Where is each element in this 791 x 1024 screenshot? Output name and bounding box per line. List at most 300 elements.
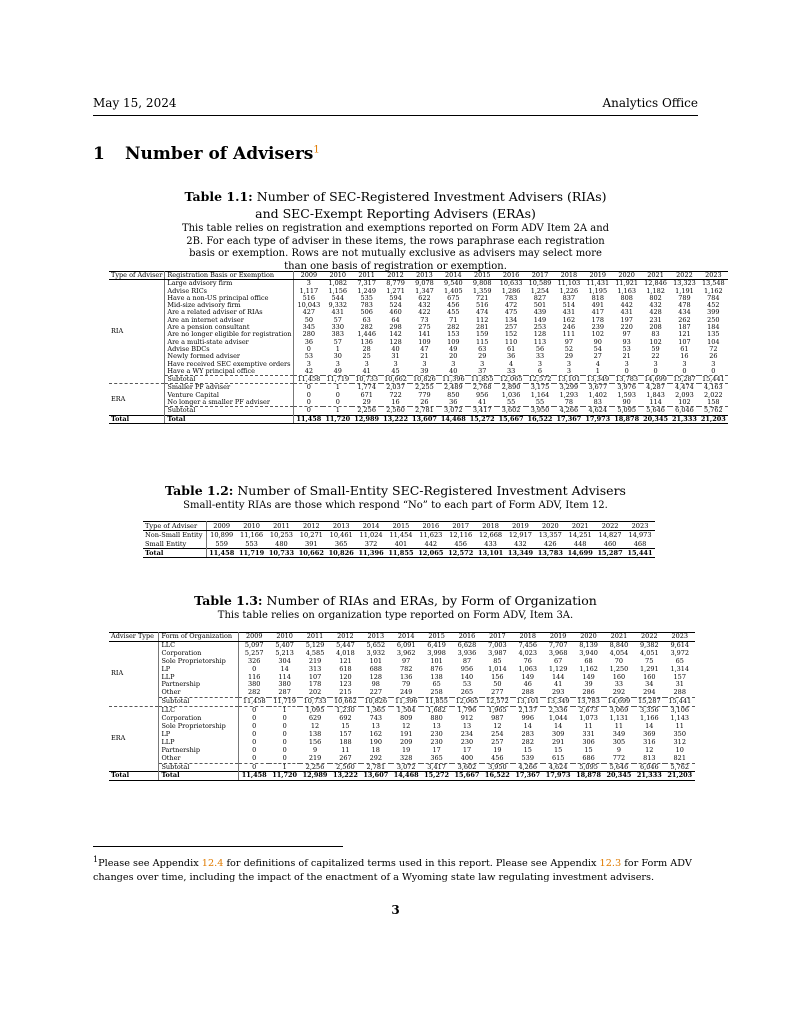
table-cell: 246 [562, 323, 576, 332]
table-cell: 1,593 [617, 390, 636, 399]
table-cell: 10,043 [297, 301, 321, 310]
t2-year-header: 2015 [386, 522, 416, 531]
table1-col-basis: Registration Basis or Exemption [165, 272, 294, 280]
table-cell: 63 [478, 344, 487, 353]
header-rule [93, 115, 698, 116]
table-cell: 14,699 [641, 376, 670, 384]
table-row [143, 540, 655, 549]
header-date: May 15, 2024 [93, 96, 177, 110]
table-cell: 85 [493, 656, 502, 665]
table-cell: 428 [649, 308, 662, 317]
table-cell: 162 [369, 729, 383, 738]
table-cell: 13,357 [538, 531, 562, 540]
table-cell: 208 [649, 323, 662, 332]
table-cell: 876 [430, 664, 443, 673]
table-cell: 1,131 [609, 714, 629, 723]
table-cell: 0 [282, 729, 287, 738]
table-cell: 258 [430, 688, 443, 697]
row-label: LLP [159, 739, 239, 747]
table-cell: 401 [394, 539, 408, 548]
table-cell: 345 [302, 323, 316, 332]
footnote-link-appendix-12-3[interactable]: 12.3 [599, 858, 622, 870]
table-cell: 3 [451, 359, 456, 368]
table-cell: 41 [362, 366, 371, 375]
table-cell: 0 [711, 366, 716, 375]
table-cell: 783 [504, 293, 518, 302]
table-cell: 4 [509, 359, 514, 368]
table-cell: 294 [643, 688, 656, 697]
table-cell: 53 [304, 352, 313, 361]
table-cell: 675 [447, 293, 460, 302]
t3-year-header: 2021 [604, 633, 634, 642]
table-cell: 3,602 [497, 407, 526, 415]
table-cell: 5,646 [604, 763, 634, 772]
table-cell: 1 [323, 384, 352, 392]
table-cell: 4,287 [641, 384, 670, 392]
table-cell: 553 [245, 539, 258, 548]
t3-year-header: 2010 [269, 633, 299, 642]
table-cell: 559 [215, 539, 228, 548]
table-cell: 426 [544, 539, 557, 548]
table-cell: 313 [308, 664, 322, 673]
table-cell: 10,826 [326, 548, 356, 557]
table-cell: 1,796 [452, 707, 482, 715]
table-cell: 779 [418, 390, 431, 399]
table-cell: 16,522 [482, 772, 512, 781]
table-cell: 160 [612, 672, 626, 681]
table-cell: 102 [649, 337, 662, 346]
table-cell: 15 [554, 745, 563, 754]
table-cell: 671 [360, 390, 373, 399]
table-cell: 0 [682, 366, 687, 375]
row-label: Mid-size advisory firm [165, 302, 294, 309]
t3-year-header: 2022 [634, 633, 664, 642]
table-cell: 9,614 [670, 640, 690, 649]
table-cell: 15,287 [595, 548, 625, 557]
table-cell: 1,359 [472, 286, 492, 295]
table-cell: 298 [389, 323, 402, 332]
table-cell: 97 [402, 656, 411, 665]
table-cell: 1,365 [361, 707, 391, 715]
table-cell: 159 [476, 330, 489, 339]
table-cell: 0 [294, 407, 323, 415]
footnote-text-3: for Form ADV changes over time, including the impact of the enactment of a Wyoming state law regulating investment advisers. [93, 858, 692, 884]
table-cell: 772 [612, 753, 626, 762]
table-cell: 107 [678, 337, 691, 346]
row-label: Large advisory firm [165, 280, 294, 288]
table-cell: 13,349 [543, 698, 573, 707]
table-cell: 18,878 [573, 772, 603, 781]
table-cell: 2,336 [543, 707, 573, 715]
table-cell: 78 [564, 398, 574, 407]
table-cell: 3 [537, 359, 543, 368]
table-cell: 850 [447, 390, 460, 399]
footnote-link-appendix-12-4[interactable]: 12.4 [201, 858, 224, 870]
table-cell: 880 [430, 714, 443, 723]
t2-year-header: 2020 [535, 522, 565, 531]
table-cell: 821 [673, 753, 686, 762]
table-cell: 282 [360, 323, 373, 332]
table-cell: 1 [323, 407, 352, 415]
table-cell: 13,101 [476, 548, 506, 557]
row-label: Sole Proprietorship [159, 723, 239, 731]
table-cell: 3,950 [482, 763, 512, 772]
t2-year-header: 2023 [625, 522, 655, 531]
table-cell: 11,855 [468, 376, 497, 384]
table-cell: 15 [584, 745, 593, 754]
table2-header-row [143, 522, 655, 531]
table-cell: 113 [533, 337, 547, 346]
table-cell: 11,720 [269, 772, 299, 781]
table-cell: 239 [591, 323, 604, 332]
table-cell: 13 [432, 721, 441, 730]
table-cell: 1,230 [330, 707, 360, 715]
row-label: Total [159, 772, 239, 781]
table-cell: 349 [612, 729, 626, 738]
table-cell: 220 [620, 323, 633, 332]
table-cell: 219 [308, 753, 322, 762]
table-cell: 535 [360, 293, 373, 302]
table-cell: 1,162 [704, 286, 723, 295]
table-cell: 11,166 [240, 531, 264, 540]
table-cell: 10,662 [296, 548, 326, 557]
table-cell: 227 [369, 688, 383, 697]
table-cell: 3 [624, 359, 629, 368]
table-cell: 0 [282, 753, 287, 762]
table-cell: 0 [282, 721, 287, 730]
table-cell: 10,589 [528, 279, 552, 288]
group-label: RIA [109, 641, 159, 706]
table-cell: 13,101 [513, 698, 543, 707]
table-cell: 1,191 [675, 286, 694, 295]
table-cell: 98 [371, 680, 380, 689]
table-cell: 3,932 [366, 648, 386, 657]
table-cell: 282 [447, 323, 460, 332]
table-cell: 234 [460, 729, 474, 738]
table-cell: 432 [649, 301, 662, 310]
table-cell: 262 [678, 315, 691, 324]
table-cell: 64 [391, 315, 400, 324]
table-cell: 13,101 [554, 376, 583, 384]
table-cell: 0 [252, 714, 257, 723]
table-cell: 2,673 [573, 707, 603, 715]
table-cell: 3 [422, 359, 427, 368]
table-cell: 11,458 [206, 548, 236, 557]
t1-year-header: 2009 [294, 272, 323, 280]
table-cell: 1,504 [391, 707, 421, 715]
table-cell: 4 [595, 359, 600, 368]
row-label: Total [143, 548, 206, 557]
table-cell: 110 [504, 337, 518, 346]
table-cell: 455 [447, 308, 460, 317]
footnote-mark: 1 [93, 854, 99, 864]
table-cell: 827 [533, 293, 547, 302]
table-cell: 230 [430, 729, 443, 738]
table-cell: 215 [339, 688, 352, 697]
table-cell: 12,065 [416, 548, 446, 557]
t3-year-header: 2023 [665, 633, 695, 642]
table-cell: 1,843 [646, 390, 665, 399]
table-cell: 3,936 [457, 648, 477, 657]
table-cell: 431 [562, 308, 576, 317]
table-cell: 3,356 [634, 707, 664, 715]
total-type: Total [109, 415, 165, 423]
t3-year-header: 2017 [482, 633, 512, 642]
table-cell: 184 [707, 323, 720, 332]
table-cell: 36 [304, 337, 313, 346]
table-cell: 33 [506, 366, 516, 375]
table-cell: 149 [533, 315, 547, 324]
table-cell: 3 [306, 359, 311, 368]
row-label: Subtotal [159, 698, 239, 707]
row-label: Have a non-US principal office [165, 295, 294, 302]
table-cell: 134 [504, 315, 518, 324]
table-cell: 326 [248, 656, 261, 665]
table-cell: 3 [682, 359, 687, 368]
footnote-text-2: for definitions of capitalized terms used in this report. Please see Appendix [223, 858, 600, 870]
table-cell: 70 [614, 656, 624, 665]
table-cell: 1,249 [357, 286, 376, 295]
table-cell: 4,266 [554, 407, 583, 415]
table-cell: 1,774 [352, 384, 381, 392]
t1-year-header: 2012 [381, 272, 410, 280]
table-cell: 399 [707, 308, 720, 317]
table-cell: 26 [709, 352, 718, 361]
table-cell: 491 [591, 301, 604, 310]
table-cell: 27 [593, 352, 602, 361]
table-cell: 15,667 [498, 414, 524, 423]
table-cell: 2,256 [352, 407, 381, 415]
table-cell: 0 [306, 398, 311, 407]
table-cell: 13,783 [612, 376, 641, 384]
table-cell: 11,458 [294, 415, 323, 423]
table-cell: 802 [649, 293, 662, 302]
table-cell: 743 [369, 714, 383, 723]
footnote-text-1: Please see Appendix [98, 858, 202, 870]
table-cell: 1,117 [299, 286, 319, 295]
table-cell: 102 [591, 330, 604, 339]
table-cell: 114 [278, 672, 291, 681]
table-cell: 13,548 [701, 279, 725, 288]
row-label: Advise BDCs [165, 346, 294, 353]
t3-year-header: 2011 [300, 633, 330, 642]
t3-year-header: 2015 [421, 633, 451, 642]
table-cell: 59 [651, 344, 660, 353]
row-label: LP [159, 731, 239, 739]
table-cell: 5,407 [275, 640, 294, 649]
table-cell: 15,667 [452, 772, 482, 781]
table-cell: 1,682 [421, 707, 451, 715]
row-label: Smaller PF adviser [165, 384, 294, 392]
table-cell: 2,489 [439, 384, 468, 392]
total-row [109, 415, 728, 423]
table-cell: 372 [364, 539, 378, 548]
table-cell: 3,106 [665, 707, 695, 715]
table-cell: 79 [402, 680, 411, 689]
table-cell: 45 [391, 366, 400, 375]
table-cell: 501 [533, 301, 547, 310]
table-cell: 475 [504, 308, 518, 317]
row-label: Venture Capital [165, 392, 294, 399]
table-cell: 13 [462, 721, 472, 730]
t1-year-header: 2011 [352, 272, 381, 280]
t3-year-header: 2018 [513, 633, 543, 642]
table-cell: 15,272 [421, 772, 451, 781]
table-cell: 121 [678, 330, 691, 339]
table-cell: 16 [391, 398, 400, 407]
table-cell: 5,762 [665, 763, 695, 772]
table-cell: 1,082 [328, 279, 348, 288]
table-cell: 431 [620, 308, 633, 317]
table-cell: 128 [389, 337, 402, 346]
table-cell: 432 [418, 301, 431, 310]
table-cell: 20,345 [604, 772, 634, 781]
table-cell: 350 [673, 729, 686, 738]
table-cell: 12,116 [449, 531, 473, 540]
table-cell: 162 [562, 315, 576, 324]
table-cell: 10,899 [210, 531, 234, 540]
table-cell: 14 [280, 664, 289, 673]
table-cell: 3,072 [439, 407, 468, 415]
table-cell: 818 [591, 293, 604, 302]
table-cell: 12,917 [508, 531, 532, 540]
table-cell: 6,046 [670, 407, 699, 415]
table-cell: 13,607 [411, 414, 437, 423]
table-cell: 1,156 [328, 286, 348, 295]
table-cell: 14,251 [568, 531, 592, 540]
table-cell: 10 [675, 745, 684, 754]
table-cell: 2,560 [330, 763, 360, 772]
table-cell: 1,162 [579, 664, 598, 673]
table-cell: 156 [491, 672, 504, 681]
table-cell: 97 [564, 337, 574, 346]
table-cell: 293 [551, 688, 565, 697]
table-cell: 11,458 [239, 698, 270, 707]
table-cell: 5,652 [366, 640, 386, 649]
table-cell: 231 [649, 315, 662, 324]
table-cell: 2,093 [675, 390, 694, 399]
table-cell: 0 [252, 745, 257, 754]
table-cell: 783 [360, 301, 373, 310]
table-cell: 209 [399, 737, 413, 746]
table-cell: 61 [506, 344, 516, 353]
table-row [109, 755, 695, 763]
table-cell: 3,175 [526, 384, 555, 392]
table-cell: 9,382 [640, 640, 659, 649]
table-cell: 1,226 [559, 286, 579, 295]
table-cell: 417 [591, 308, 604, 317]
table-cell: 309 [551, 729, 565, 738]
table-cell: 1,286 [501, 286, 521, 295]
table-row [143, 531, 655, 540]
table-cell: 49 [449, 344, 458, 353]
table-cell: 55 [506, 398, 516, 407]
table-cell: 149 [582, 672, 595, 681]
table-cell: 686 [582, 753, 595, 762]
table-cell: 5,095 [612, 407, 641, 415]
table-cell: 286 [582, 688, 595, 697]
section-footnote-link[interactable]: 1 [313, 144, 320, 156]
table-cell: 140 [460, 672, 474, 681]
table-cell: 6,419 [427, 640, 446, 649]
table-cell: 618 [339, 664, 352, 673]
table-cell: 1,044 [548, 714, 568, 723]
table-cell: 434 [678, 308, 691, 317]
table-cell: 12,572 [446, 548, 476, 557]
table-cell: 46 [523, 680, 532, 689]
row-label: Subtotal [165, 407, 294, 415]
table-cell: 13,607 [361, 772, 391, 781]
table-cell: 0 [294, 384, 323, 392]
table-cell: 13,222 [330, 772, 360, 781]
table3-subtitle: This table relies on organization type reported on Form ADV, Item 3A. [217, 610, 574, 621]
table-cell: 15 [341, 721, 350, 730]
table-cell: 3 [393, 359, 398, 368]
table-cell: 149 [521, 672, 534, 681]
table-cell: 47 [420, 344, 429, 353]
table-cell: 3,417 [421, 763, 451, 772]
footnote-rule [93, 846, 343, 847]
table3-col-type: Adviser Type [109, 633, 159, 642]
table-cell: 292 [612, 688, 626, 697]
table-cell: 11,396 [439, 376, 468, 384]
table-cell: 4,474 [670, 384, 699, 392]
table-cell: 57 [333, 315, 342, 324]
table-cell: 107 [308, 672, 322, 681]
t2-year-header: 2014 [356, 522, 386, 531]
table-cell: 41 [554, 680, 563, 689]
table-cell: 3 [335, 359, 340, 368]
table-cell: 2,255 [410, 384, 439, 392]
table-cell: 4,163 [699, 384, 728, 392]
table2 [143, 521, 655, 558]
table-cell: 524 [389, 301, 402, 310]
table-cell: 53 [462, 680, 472, 689]
table-cell: 0 [306, 390, 311, 399]
table-cell: 11,719 [323, 376, 352, 384]
table-cell: 4,624 [543, 763, 573, 772]
table-cell: 0 [239, 707, 270, 715]
row-label: Subtotal [159, 763, 239, 772]
table-cell: 12 [310, 721, 320, 730]
table-cell: 283 [521, 729, 534, 738]
table-cell: 688 [369, 664, 383, 673]
table-cell: 21,333 [672, 414, 697, 423]
table-cell: 191 [399, 729, 413, 738]
table-cell: 383 [331, 330, 344, 339]
table-cell: 33 [535, 352, 545, 361]
table-cell: 1,402 [588, 390, 608, 399]
table-cell: 3 [711, 359, 716, 368]
table-cell: 135 [707, 330, 720, 339]
subtotal-row [109, 407, 728, 415]
table-cell: 474 [476, 308, 489, 317]
table-cell: 16,522 [527, 414, 553, 423]
table-cell: 31 [391, 352, 400, 361]
table-cell: 190 [369, 737, 383, 746]
t2-year-header: 2009 [206, 522, 236, 531]
row-label: Other [159, 755, 239, 763]
table-cell: 14,468 [391, 772, 421, 781]
table-cell: 3,976 [612, 384, 641, 392]
table-cell: 439 [533, 308, 547, 317]
table-cell: 12 [402, 721, 411, 730]
table-cell: 18 [371, 745, 380, 754]
table-cell: 249 [399, 688, 413, 697]
table-cell: 11,921 [615, 279, 639, 288]
table-cell: 1,446 [357, 330, 376, 339]
table-cell: 480 [275, 539, 288, 548]
